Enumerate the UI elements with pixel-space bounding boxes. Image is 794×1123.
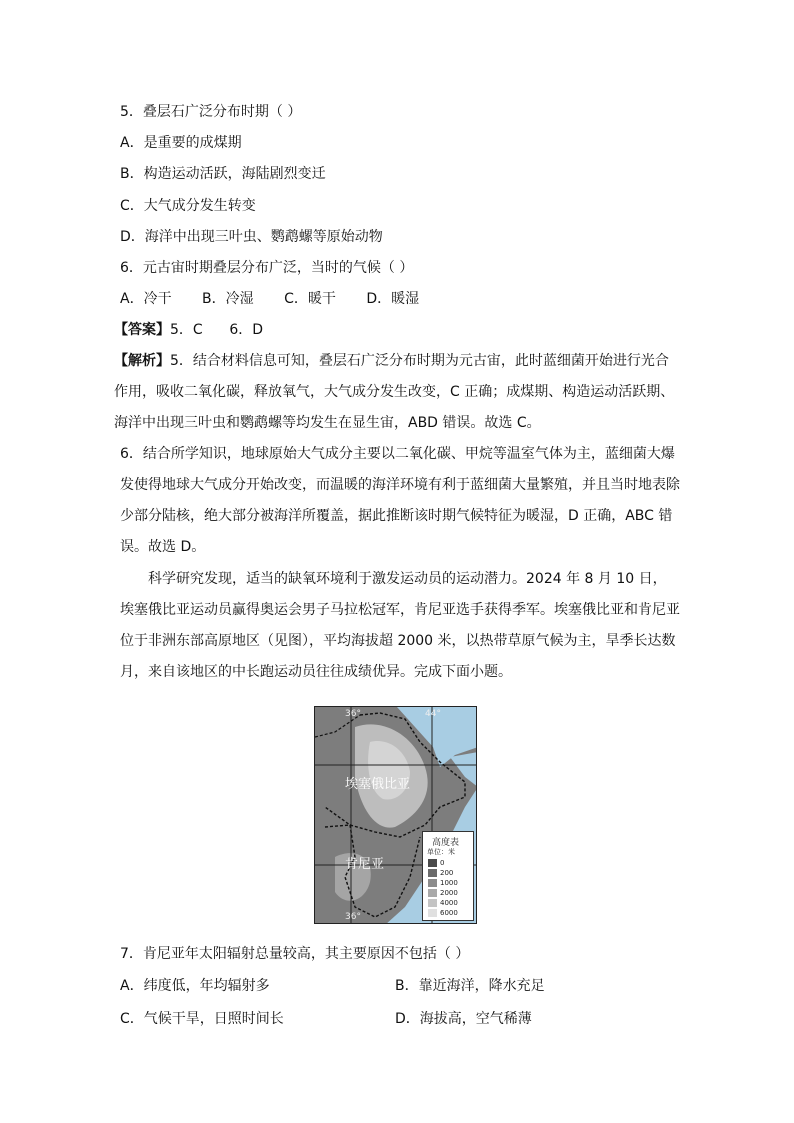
q6-option-a: A．冷干 <box>120 291 172 307</box>
lon-label-right: 44° <box>425 709 441 719</box>
legend-swatch <box>428 879 437 887</box>
q5-option-c: C．大气成分发生转变 <box>120 198 256 214</box>
q6-stem: 6．元古宙时期叠层分布广泛，当时的气候（ ） <box>120 260 414 276</box>
legend-unit: 单位：米 <box>427 848 455 856</box>
analysis-para-2: 6．结合所学知识，地球原始大气成分主要以二氧化碳、甲烷等温室气体为主，蓝细菌大爆发使得地球大气成分开始改变，而温暖的海洋环境有利于蓝细菌大量繁殖，并且当时地表除少部分陆核，绝大部分被海洋所覆盖，据此推断该时期气候特征为暖湿，D 正确，ABC 错误。故选 D。 <box>120 446 680 555</box>
q7-stem: 7．肯尼亚年太阳辐射总量较高，其主要原因不包括（ ） <box>120 946 470 962</box>
legend-value: 200 <box>440 869 454 877</box>
q7-option-c: C．气候干旱，日照时间长 <box>120 1011 284 1027</box>
q5-option-a: A．是重要的成煤期 <box>120 135 242 151</box>
q5-stem: 5．叠层石广泛分布时期（ ） <box>120 104 302 120</box>
q5-option-b: B．构造运动活跃，海陆剧烈变迁 <box>120 166 326 182</box>
q6-option-d: D．暖湿 <box>366 291 420 307</box>
label-kenya: 肯尼亚 <box>345 857 385 872</box>
legend-value: 1000 <box>440 879 458 887</box>
passage-text: 科学研究发现，适当的缺氧环境利于激发运动员的运动潜力。2024 年 8 月 10 日，埃塞俄比亚运动员赢得奥运会男子马拉松冠军，肯尼亚选手获得季军。埃塞俄比亚和肯尼亚位于非洲东部高原地区（见图），平均海拔超 2000 米，以热带草原气候为主，旱季长达数月，来自该地区的中长跑运动员往往成绩优异。完成下面小题。 <box>120 571 680 680</box>
q7-option-b: B．靠近海洋，降水充足 <box>395 978 545 994</box>
q7-option-d: D．海拔高，空气稀薄 <box>395 1011 532 1027</box>
answer-line <box>114 320 263 340</box>
elevation-legend <box>422 831 474 921</box>
legend-swatch <box>428 899 437 907</box>
legend-value: 4000 <box>440 899 458 907</box>
label-ethiopia: 埃塞俄比亚 <box>345 777 411 792</box>
legend-swatch <box>428 909 437 917</box>
q6-options <box>120 289 445 309</box>
q5-option-d: D．海洋中出现三叶虫、鹦鹉螺等原始动物 <box>120 229 383 245</box>
analysis-para-1 <box>114 346 680 439</box>
analysis-text-1: 5．结合材料信息可知，叠层石广泛分布时期为元古宙，此时蓝细菌开始进行光合作用，吸收二氧化碳，释放氧气，大气成分发生改变，C 正确；成煤期、构造运动活跃期、海洋中出现三叶虫和鹦鹉螺等均发生在显生宙，ABD 错误。故选 C。 <box>114 353 675 431</box>
legend-swatch <box>428 869 437 877</box>
q7-option-a: A．纬度低，年均辐射多 <box>120 978 270 994</box>
legend-value: 2000 <box>440 889 458 897</box>
lon-label-bottom: 36° <box>345 912 361 922</box>
legend-value: 6000 <box>440 909 458 917</box>
legend-value: 0 <box>440 859 445 867</box>
answer-tag: 【答案】 <box>114 322 170 338</box>
answer-text: 5．C 6．D <box>170 322 264 338</box>
analysis-tag: 【解析】 <box>114 353 170 369</box>
lon-label-left: 36° <box>345 709 361 719</box>
legend-swatch <box>428 889 437 897</box>
legend-swatch <box>428 859 437 867</box>
q6-option-b: B．冷湿 <box>202 291 254 307</box>
q6-option-c: C．暖干 <box>284 291 336 307</box>
legend-title: 高度表 <box>432 838 460 848</box>
